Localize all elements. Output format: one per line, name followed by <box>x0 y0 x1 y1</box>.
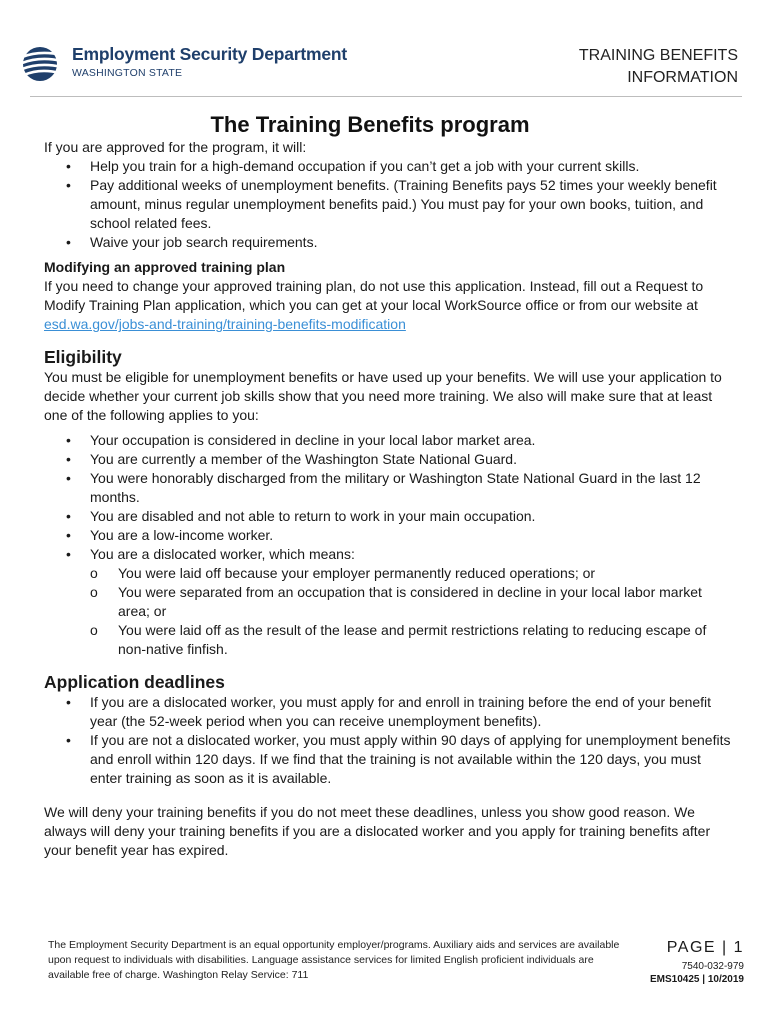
deadlines-heading: Application deadlines <box>44 672 225 692</box>
list-item: • You are a dislocated worker, which means: <box>44 545 734 564</box>
list-item: • You are disabled and not able to return to work in your main occupation. <box>44 507 734 526</box>
deadlines-closing: We will deny your training benefits if you do not meet these deadlines, unless you show good reason. We always will deny your training benefits if you are a dislocated worker and you apply for training benefits after your benefit year has expired. <box>44 804 711 858</box>
page-number: PAGE | 1 <box>666 939 744 956</box>
header-divider <box>30 96 742 97</box>
footer-notice: The Employment Security Department is an equal opportunity employer/programs. Auxiliary aids and services are available upon request to individuals with disabilities. Language assistance services for limited English proficient individuals are available free of charge. Washington Relay Service: 711 <box>48 939 620 981</box>
modifying-body: If you need to change your approved training plan, do not use this application. Instead, fill out a Request to Modify Training Plan application, which you can get at your local WorkSource office or from our website at <box>44 278 704 313</box>
main-content <box>44 138 734 860</box>
list-item: • Pay additional weeks of unemployment benefits. (Training Benefits pays 52 times your weekly benefit amount, minus regular unemployment benefits paid.) You must pay for your own books, tuition, and school related fees. <box>44 176 734 233</box>
modifying-text <box>44 277 734 334</box>
modifying-heading: Modifying an approved training plan <box>44 259 286 275</box>
list-item: • You are currently a member of the Washington State National Guard. <box>44 450 734 469</box>
list-item: • Waive your job search requirements. <box>44 233 734 252</box>
org-name: Employment Security Department <box>72 44 348 64</box>
list-item: • You are a low-income worker. <box>44 526 734 545</box>
form-number: 7540-032-979 <box>681 961 744 972</box>
list-item: • You were honorably discharged from the military or Washington State National Guard in the last 12 months. <box>44 469 734 507</box>
sub-list-item: o You were laid off as the result of the lease and permit restrictions relating to reducing escape of non-native finfish. <box>44 621 734 659</box>
list-item: • Help you train for a high-demand occupation if you can’t get a job with your current skills. <box>44 157 734 176</box>
eligibility-heading: Eligibility <box>44 347 122 367</box>
footer-info <box>650 938 744 986</box>
intro-lead: If you are approved for the program, it will: <box>44 139 307 155</box>
sub-list-item: o You were laid off because your employer permanently reduced operations; or <box>44 564 734 583</box>
esd-emblem-icon <box>20 46 64 82</box>
deadlines-list <box>44 693 734 788</box>
intro-list <box>44 157 734 252</box>
modification-link[interactable]: esd.wa.gov/jobs-and-training/training-benefits-modification <box>44 316 406 332</box>
eligibility-list <box>44 431 734 659</box>
form-code: EMS10425 | 10/2019 <box>650 974 744 985</box>
esd-logo <box>20 44 360 84</box>
list-item: • Your occupation is considered in decline in your local labor market area. <box>44 431 734 450</box>
eligibility-text: You must be eligible for unemployment benefits or have used up your benefits. We will use your application to decide whether your current job skills show that you need more training. We also will make sure that at least one of the following applies to you: <box>44 369 722 423</box>
page-title: The Training Benefits program <box>210 112 530 137</box>
list-item: • If you are not a dislocated worker, you must apply within 90 days of applying for unemployment benefits and enroll within 120 days. If we find that the training is not available within the 120 days, you must enter training as soon as it is available. <box>44 731 734 788</box>
doc-label-line2: INFORMATION <box>627 69 738 86</box>
sub-list-item: o You were separated from an occupation that is considered in decline in your local labor market area; or <box>44 583 734 621</box>
org-state: WASHINGTON STATE <box>72 67 183 79</box>
doc-label-line1: TRAINING BENEFITS <box>578 47 738 64</box>
doc-label <box>579 45 738 89</box>
list-item: • If you are a dislocated worker, you must apply for and enroll in training before the end of your benefit year (the 52-week period when you can receive unemployment benefits). <box>44 693 734 731</box>
